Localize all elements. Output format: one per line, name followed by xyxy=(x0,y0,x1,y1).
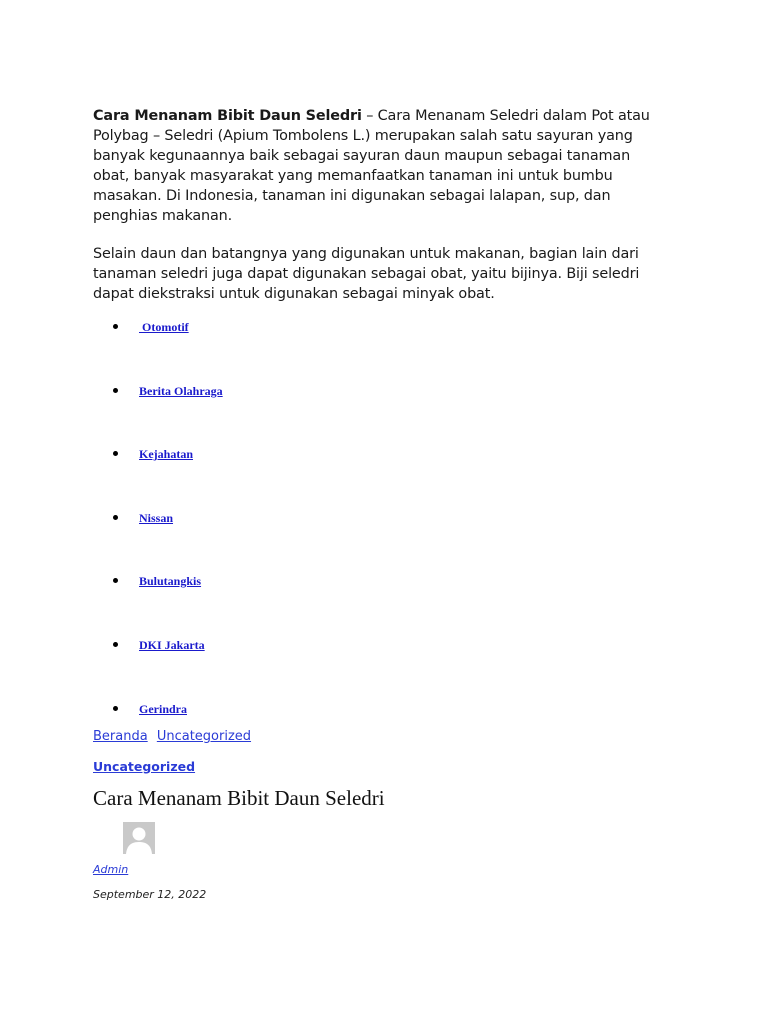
link-bulutangkis[interactable]: Bulutangkis xyxy=(139,574,202,589)
bullet-icon xyxy=(113,451,118,456)
post-date: September 12, 2022 xyxy=(93,888,207,901)
breadcrumb xyxy=(93,729,256,744)
bullet-icon xyxy=(113,388,118,393)
bullet-icon xyxy=(113,515,118,520)
post-title: Cara Menanam Bibit Daun Seledri xyxy=(93,786,385,810)
bullet-icon xyxy=(113,578,118,583)
bullet-icon xyxy=(113,706,118,711)
bullet-icon xyxy=(113,642,118,647)
link-nissan[interactable]: Nissan xyxy=(139,510,174,525)
link-otomotif[interactable]: Otomotif xyxy=(139,320,189,334)
author-link[interactable]: Admin xyxy=(93,863,129,876)
second-paragraph: Selain daun dan batangnya yang digunakan untuk makanan, bagian lain dari tanaman seledri juga dapat digunakan sebagai obat, yaitu bijinya. Biji seledri dapat diekstraksi untuk digunakan sebagai minyak obat. xyxy=(93,246,640,302)
bullet-icon xyxy=(113,324,118,329)
link-kejahatan[interactable]: Kejahatan xyxy=(139,447,193,462)
breadcrumb-category-link[interactable]: Uncategorized xyxy=(156,729,252,744)
avatar xyxy=(123,822,155,854)
article-content xyxy=(93,106,653,901)
intro-text: – Cara Menanam Seledri dalam Pot atau Polybag – Seledri (Apium Tombolens L.) merupakan salah satu sayuran yang banyak kegunaannya baik sebagai sayuran daun maupun sebagai tanaman obat, banyak masyarakat yang memanfaatkan tanaman ini untuk bumbu masakan. Di Indonesia, tanaman ini digunakan sebagai lalapan, sup, dan penghias makanan. xyxy=(93,108,650,224)
link-dki-jakarta[interactable]: DKI Jakarta xyxy=(139,637,205,652)
intro-paragraph xyxy=(93,106,653,226)
link-berita-olahraga[interactable]: Berita Olahraga xyxy=(139,383,223,398)
link-gerindra[interactable]: Gerindra xyxy=(139,701,187,716)
intro-bold-title: Cara Menanam Bibit Daun Seledri xyxy=(93,108,362,124)
user-silhouette-icon xyxy=(123,822,155,854)
breadcrumb-home-link[interactable]: Beranda xyxy=(93,729,148,744)
post-category-link[interactable]: Uncategorized xyxy=(93,759,196,774)
